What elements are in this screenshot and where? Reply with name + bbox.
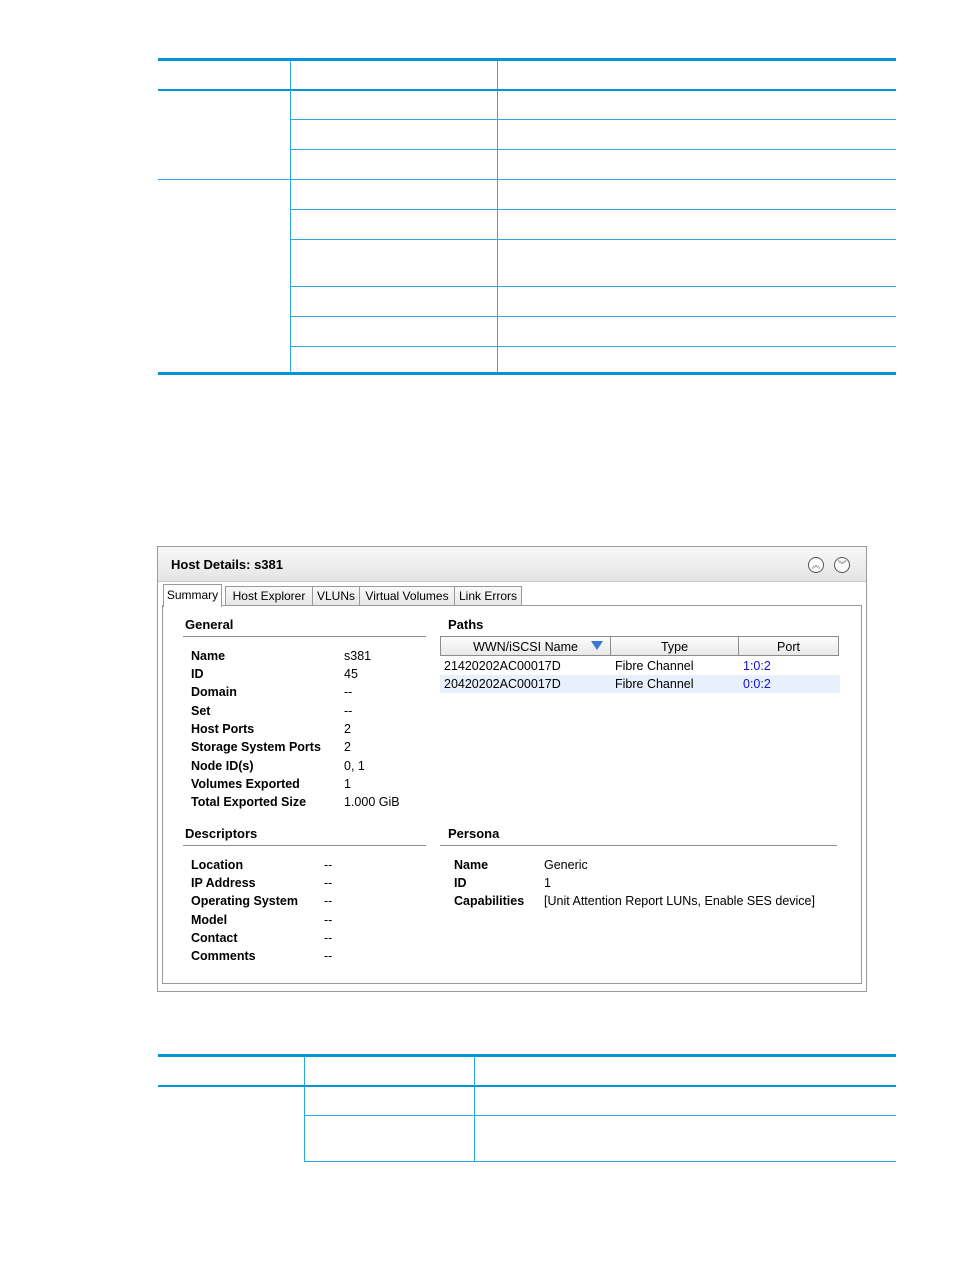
general-value: 1.000 GiB <box>344 795 400 809</box>
general-section-title: General <box>185 617 234 632</box>
descriptor-value: -- <box>324 858 333 872</box>
descriptor-label: Comments <box>191 949 256 963</box>
descriptor-value: -- <box>324 931 333 945</box>
general-label: Volumes Exported <box>191 777 300 791</box>
general-label: Domain <box>191 685 237 699</box>
general-value: 2 <box>344 740 351 754</box>
general-value: 45 <box>344 667 358 681</box>
type-cell: Fibre Channel <box>615 659 694 673</box>
tab-host-explorer[interactable]: Host Explorer <box>225 586 313 606</box>
column-header-type[interactable]: Type <box>610 636 739 656</box>
column-header-label: WWN/iSCSI Name <box>473 640 578 654</box>
persona-value: Generic <box>544 858 588 872</box>
descriptor-label: Model <box>191 913 228 927</box>
descriptor-label: Operating System <box>191 894 298 908</box>
tab-vluns[interactable]: VLUNs <box>312 586 360 606</box>
descriptor-value: -- <box>324 949 333 963</box>
general-label: Node ID(s) <box>191 759 254 773</box>
descriptors-section-title: Descriptors <box>185 826 258 841</box>
port-link[interactable]: 1:0:2 <box>743 659 771 673</box>
table-row[interactable] <box>440 675 840 693</box>
persona-label: Capabilities <box>454 894 525 908</box>
general-value: -- <box>344 704 353 718</box>
descriptor-value: -- <box>324 876 333 890</box>
persona-value: 1 <box>544 876 551 890</box>
descriptor-value: -- <box>324 894 333 908</box>
persona-divider <box>440 845 837 846</box>
persona-section-title: Persona <box>448 826 500 841</box>
collapse-up-icon[interactable]: ︽ <box>808 557 824 573</box>
general-label: Name <box>191 649 226 663</box>
host-details-panel <box>157 546 867 992</box>
descriptor-label: Location <box>191 858 244 872</box>
type-cell: Fibre Channel <box>615 677 694 691</box>
general-label: Total Exported Size <box>191 795 307 809</box>
panel-title: Host Details: s381 <box>171 557 283 572</box>
general-label: ID <box>191 667 204 681</box>
general-label: Storage System Ports <box>191 740 321 754</box>
paths-section-title: Paths <box>448 617 484 632</box>
table-row[interactable] <box>440 657 840 675</box>
persona-value: [Unit Attention Report LUNs, Enable SES device] <box>544 894 815 908</box>
general-value: 0, 1 <box>344 759 365 773</box>
general-divider <box>183 636 426 637</box>
general-value: s381 <box>344 649 372 663</box>
general-value: -- <box>344 685 353 699</box>
descriptors-divider <box>183 845 426 846</box>
general-value: 1 <box>344 777 351 791</box>
tab-virtual-volumes[interactable]: Virtual Volumes <box>359 586 455 606</box>
doc-table-top <box>158 58 896 375</box>
wwn-cell: 21420202AC00017D <box>444 659 561 673</box>
summary-tab-content <box>162 605 862 984</box>
sort-descending-icon <box>591 641 603 650</box>
descriptor-label: Contact <box>191 931 238 945</box>
column-header-port[interactable]: Port <box>738 636 839 656</box>
tab-summary[interactable]: Summary <box>163 584 222 607</box>
tab-link-errors[interactable]: Link Errors <box>454 586 522 606</box>
persona-label: ID <box>454 876 467 890</box>
port-link[interactable]: 0:0:2 <box>743 677 771 691</box>
doc-table-bottom <box>158 1054 896 1162</box>
general-value: 2 <box>344 722 351 736</box>
expand-down-icon[interactable]: ︾ <box>834 557 850 573</box>
column-header-wwn[interactable] <box>440 636 611 656</box>
wwn-cell: 20420202AC00017D <box>444 677 561 691</box>
panel-header <box>158 547 866 582</box>
descriptor-value: -- <box>324 913 333 927</box>
descriptor-label: IP Address <box>191 876 256 890</box>
persona-label: Name <box>454 858 489 872</box>
general-label: Host Ports <box>191 722 255 736</box>
general-label: Set <box>191 704 211 718</box>
